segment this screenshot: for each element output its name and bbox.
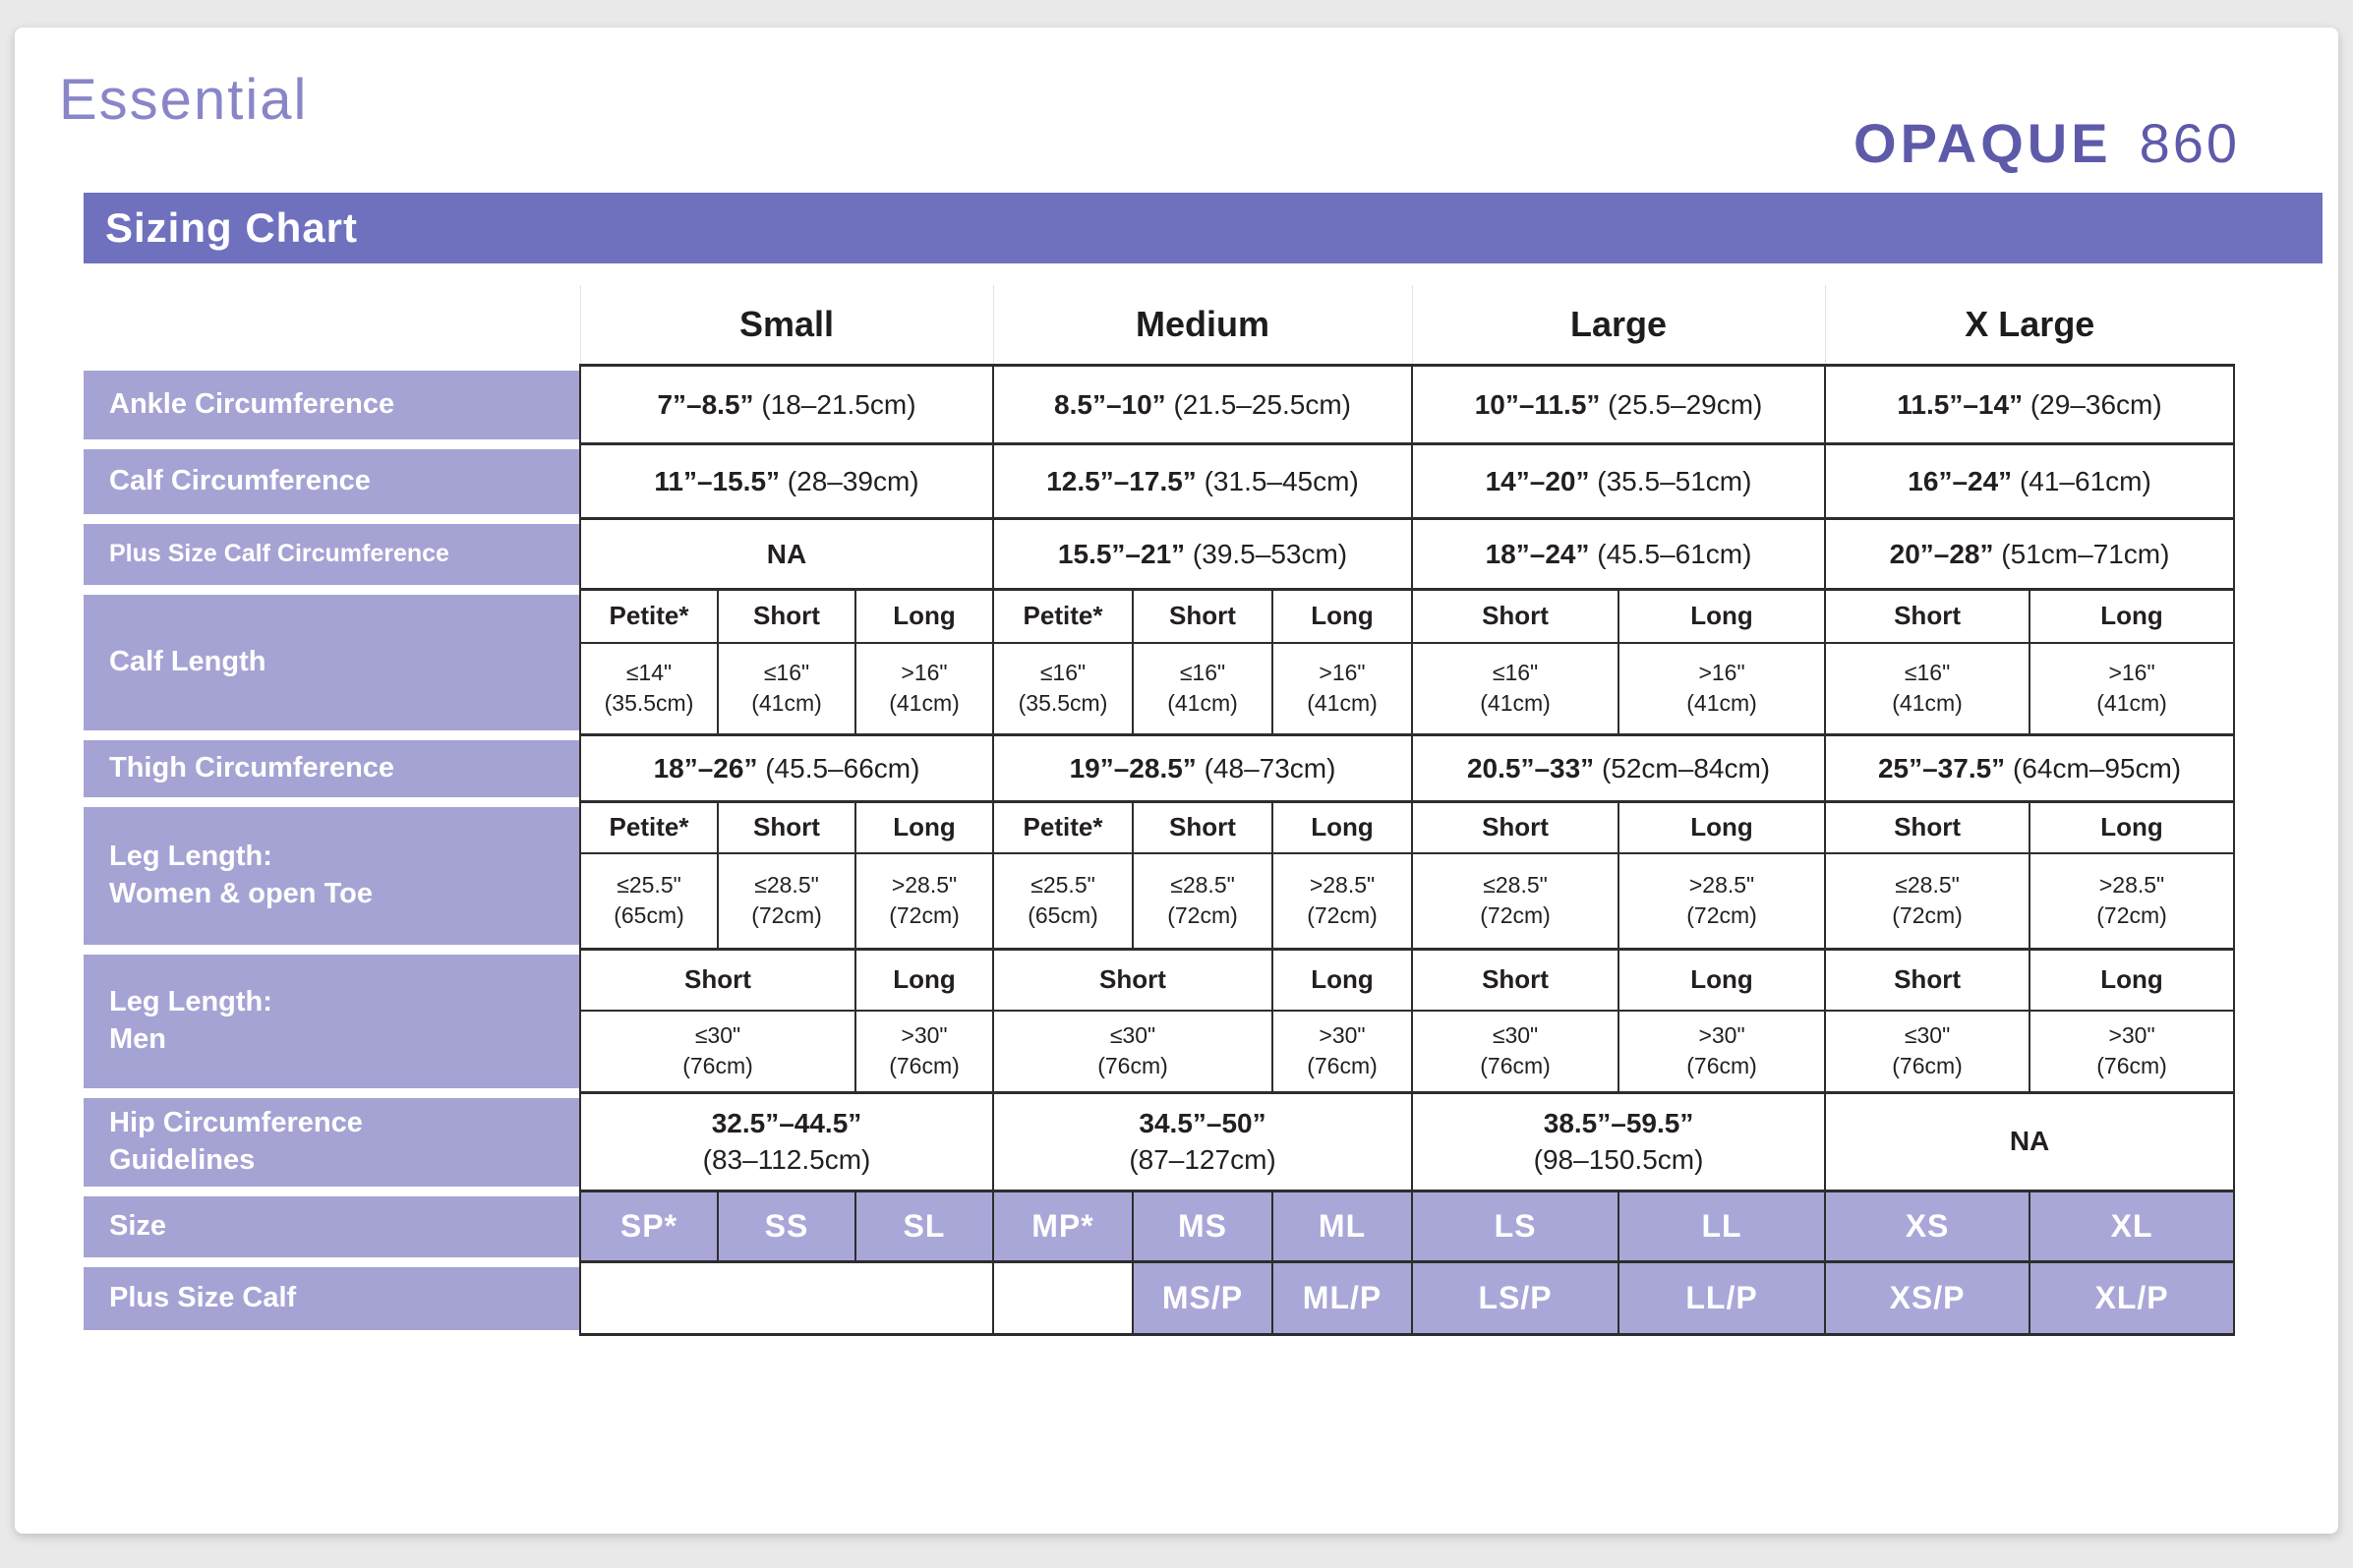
row-calf-length-subheaders [84,590,2234,643]
size-code-LLP: LL/P [1618,1262,1825,1335]
cell-calf-length-small-long: >16" (41cm) [855,643,993,735]
cell-calf-length-xlarge-short: ≤16" (41cm) [1825,643,2029,735]
row-label-calf-circumference: Calf Circumference [84,444,580,519]
cell-hip-small: 32.5”–44.5” (83–112.5cm) [580,1093,993,1191]
subheader-leg-men-small-short: Short [580,950,855,1011]
cell-leg-women-medium-short: ≤28.5" (72cm) [1133,853,1272,950]
brand-model-number: 860 [2139,112,2240,174]
sizing-chart-card [15,28,2338,1534]
cell-leg-women-large-long: >28.5" (72cm) [1618,853,1825,950]
cell-leg-women-xlarge-long: >28.5" (72cm) [2029,853,2234,950]
cell-calf-circ-medium: 12.5”–17.5” (31.5–45cm) [993,444,1412,519]
cell-ankle-large: 10”–11.5” (25.5–29cm) [1412,366,1825,444]
size-code-SS: SS [718,1191,855,1262]
subheader-leg-women-medium-petite: Petite* [993,802,1133,853]
subheader-leg-women-small-short: Short [718,802,855,853]
cell-calf-circ-xlarge: 16”–24” (41–61cm) [1825,444,2234,519]
size-code-LL: LL [1618,1191,1825,1262]
cell-leg-women-small-short: ≤28.5" (72cm) [718,853,855,950]
subheader-calf-length-xlarge-short: Short [1825,590,2029,643]
subheader-leg-men-medium-short: Short [993,950,1272,1011]
cell-plus-calf-circ-large: 18”–24” (45.5–61cm) [1412,519,1825,590]
cell-leg-men-medium-long: >30" (76cm) [1272,1011,1412,1093]
column-header-medium: Medium [993,285,1412,366]
row-hip-circumference-guidelines [84,1093,2234,1191]
cell-leg-men-medium-short: ≤30" (76cm) [993,1011,1272,1093]
cell-leg-men-small-long: >30" (76cm) [855,1011,993,1093]
subheader-leg-women-large-long: Long [1618,802,1825,853]
sizing-table [84,285,2235,1336]
row-label-size: Size [84,1191,580,1262]
cell-leg-men-small-short: ≤30" (76cm) [580,1011,855,1093]
cell-calf-circ-large: 14”–20” (35.5–51cm) [1412,444,1825,519]
brand-logo [1853,112,2240,174]
subheader-leg-men-large-short: Short [1412,950,1618,1011]
size-code-XSP: XS/P [1825,1262,2029,1335]
cell-plus-calf-circ-medium: 15.5”–21” (39.5–53cm) [993,519,1412,590]
cell-leg-women-medium-long: >28.5" (72cm) [1272,853,1412,950]
row-label-plus-size-calf-circumference: Plus Size Calf Circumference [84,519,580,590]
cell-leg-women-large-short: ≤28.5" (72cm) [1412,853,1618,950]
size-code-XS: XS [1825,1191,2029,1262]
row-label-thigh-circumference: Thigh Circumference [84,735,580,802]
subheader-leg-men-xlarge-long: Long [2029,950,2234,1011]
row-size [84,1191,2234,1262]
cell-calf-length-medium-short: ≤16" (41cm) [1133,643,1272,735]
size-code-MSP: MS/P [1133,1262,1272,1335]
subheader-leg-men-xlarge-short: Short [1825,950,2029,1011]
subheader-calf-length-medium-petite: Petite* [993,590,1133,643]
cell-leg-women-small-petite: ≤25.5" (65cm) [580,853,718,950]
subheader-calf-length-small-petite: Petite* [580,590,718,643]
cell-calf-length-small-petite: ≤14" (35.5cm) [580,643,718,735]
size-code-ML: ML [1272,1191,1412,1262]
size-code-SL: SL [855,1191,993,1262]
subheader-leg-women-medium-short: Short [1133,802,1272,853]
row-ankle-circumference [84,366,2234,444]
cell-hip-large: 38.5”–59.5” (98–150.5cm) [1412,1093,1825,1191]
row-label-ankle: Ankle Circumference [84,366,580,444]
cell-leg-men-large-short: ≤30" (76cm) [1412,1011,1618,1093]
subheader-leg-women-large-short: Short [1412,802,1618,853]
row-calf-circumference [84,444,2234,519]
subheader-leg-men-large-long: Long [1618,950,1825,1011]
cell-ankle-medium: 8.5”–10” (21.5–25.5cm) [993,366,1412,444]
size-code-LS: LS [1412,1191,1618,1262]
row-label-hip-circumference: Hip Circumference Guidelines [84,1093,580,1191]
size-code-MS: MS [1133,1191,1272,1262]
cell-hip-xlarge: NA [1825,1093,2234,1191]
banner-title: Sizing Chart [105,204,359,251]
column-header-small: Small [580,285,993,366]
subheader-leg-men-medium-long: Long [1272,950,1412,1011]
size-code-LSP: LS/P [1412,1262,1618,1335]
cell-plus-calf-circ-xlarge: 20”–28” (51cm–71cm) [1825,519,2234,590]
cell-calf-length-large-long: >16" (41cm) [1618,643,1825,735]
cell-leg-men-large-long: >30" (76cm) [1618,1011,1825,1093]
corner-cell [84,285,580,366]
row-label-calf-length: Calf Length [84,590,580,735]
cell-calf-length-small-short: ≤16" (41cm) [718,643,855,735]
subheader-calf-length-medium-long: Long [1272,590,1412,643]
size-header-row [84,285,2234,366]
size-code-MP: MP* [993,1191,1133,1262]
size-code-XLP: XL/P [2029,1262,2234,1335]
brand-name: OPAQUE [1853,112,2112,174]
subheader-leg-women-xlarge-long: Long [2029,802,2234,853]
cell-plus-calf-circ-small: NA [580,519,993,590]
cell-leg-women-small-long: >28.5" (72cm) [855,853,993,950]
cell-thigh-large: 20.5”–33” (52cm–84cm) [1412,735,1825,802]
row-label-leg-length-men: Leg Length: Men [84,950,580,1093]
subheader-calf-length-large-long: Long [1618,590,1825,643]
column-header-xlarge: X Large [1825,285,2234,366]
cell-calf-length-medium-long: >16" (41cm) [1272,643,1412,735]
row-leg-length-men-subheaders [84,950,2234,1011]
size-code-XL: XL [2029,1191,2234,1262]
row-thigh-circumference [84,735,2234,802]
product-line-title: Essential [59,68,309,132]
subheader-leg-women-xlarge-short: Short [1825,802,2029,853]
subheader-calf-length-small-long: Long [855,590,993,643]
size-code-MLP: ML/P [1272,1262,1412,1335]
subheader-leg-men-small-long: Long [855,950,993,1011]
subheader-calf-length-large-short: Short [1412,590,1618,643]
cell-calf-length-medium-petite: ≤16" (35.5cm) [993,643,1133,735]
cell-leg-men-xlarge-long: >30" (76cm) [2029,1011,2234,1093]
cell-hip-medium: 34.5”–50” (87–127cm) [993,1093,1412,1191]
cell-thigh-xlarge: 25”–37.5” (64cm–95cm) [1825,735,2234,802]
row-leg-length-women-subheaders [84,802,2234,853]
cell-plus-size-calf-medium-petite-empty [993,1262,1133,1335]
row-plus-size-calf-circumference [84,519,2234,590]
subheader-leg-women-small-long: Long [855,802,993,853]
subheader-leg-women-small-petite: Petite* [580,802,718,853]
header-bar [15,28,2338,174]
cell-leg-women-xlarge-short: ≤28.5" (72cm) [1825,853,2029,950]
subheader-calf-length-xlarge-long: Long [2029,590,2234,643]
cell-thigh-medium: 19”–28.5” (48–73cm) [993,735,1412,802]
cell-thigh-small: 18”–26” (45.5–66cm) [580,735,993,802]
subheader-calf-length-medium-short: Short [1133,590,1272,643]
cell-ankle-small: 7”–8.5” (18–21.5cm) [580,366,993,444]
subheader-leg-women-medium-long: Long [1272,802,1412,853]
subheader-calf-length-small-short: Short [718,590,855,643]
cell-leg-women-medium-petite: ≤25.5" (65cm) [993,853,1133,950]
cell-plus-size-calf-small-empty [580,1262,993,1335]
cell-leg-men-xlarge-short: ≤30" (76cm) [1825,1011,2029,1093]
row-plus-size-calf [84,1262,2234,1335]
cell-calf-circ-small: 11”–15.5” (28–39cm) [580,444,993,519]
row-label-leg-length-women: Leg Length: Women & open Toe [84,802,580,950]
cell-calf-length-large-short: ≤16" (41cm) [1412,643,1618,735]
column-header-large: Large [1412,285,1825,366]
size-code-SP: SP* [580,1191,718,1262]
sizing-chart-banner [84,193,2323,263]
cell-ankle-xlarge: 11.5”–14” (29–36cm) [1825,366,2234,444]
row-label-plus-size-calf: Plus Size Calf [84,1262,580,1335]
cell-calf-length-xlarge-long: >16" (41cm) [2029,643,2234,735]
